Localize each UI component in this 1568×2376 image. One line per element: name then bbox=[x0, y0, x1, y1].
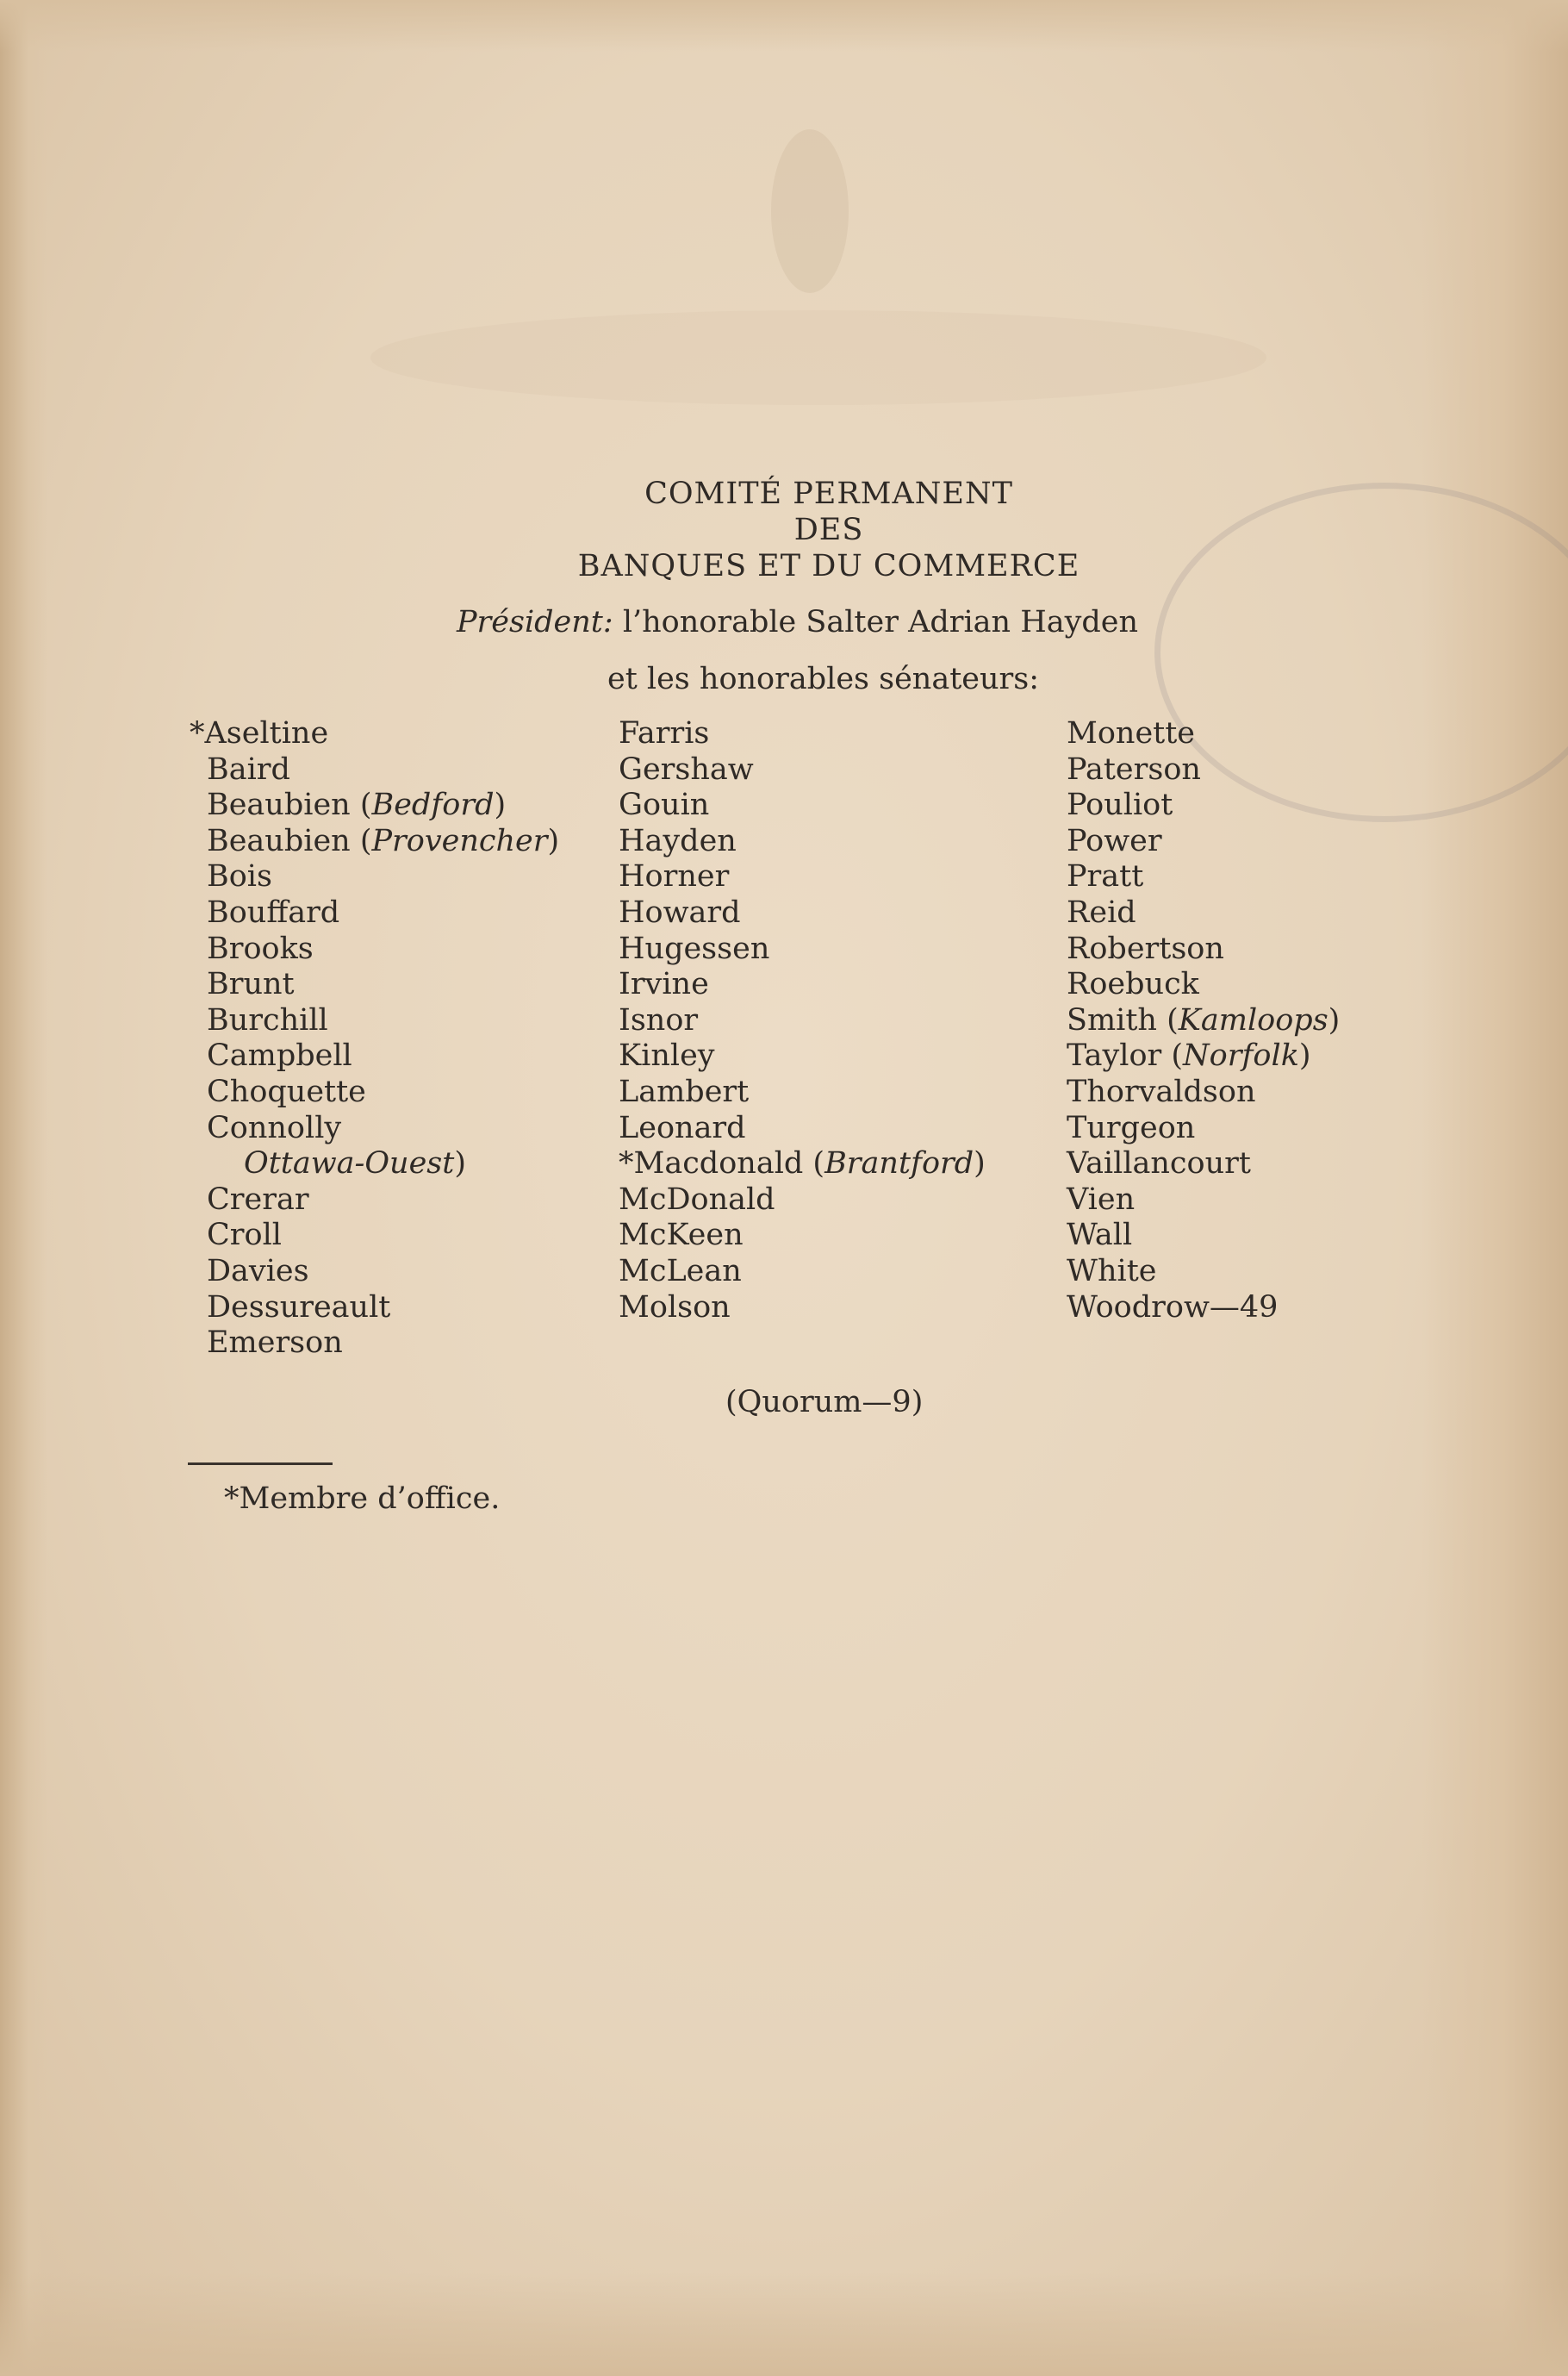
senator-name: Campbell bbox=[207, 1038, 352, 1074]
page-edge-shadow-bottom bbox=[0, 2273, 1568, 2376]
committee-title-line-2: DES bbox=[793, 513, 864, 547]
senator-entry bbox=[190, 932, 559, 968]
show-through-title bbox=[370, 310, 1266, 405]
senator-entry bbox=[619, 752, 986, 789]
senator-entry bbox=[619, 859, 986, 895]
senator-entry bbox=[619, 1003, 986, 1039]
senator-name: Vien bbox=[1067, 1182, 1136, 1217]
senator-entry bbox=[1067, 967, 1340, 1003]
senator-entry: Beaubien (Provencher) bbox=[207, 823, 560, 858]
show-through-crest bbox=[771, 129, 849, 293]
senator-name: Lambert bbox=[619, 1074, 750, 1109]
senator-entry bbox=[190, 1290, 559, 1326]
senator-entry bbox=[1067, 752, 1340, 789]
committee-title-line-1: COMITÉ PERMANENT bbox=[644, 477, 1013, 511]
senator-entry bbox=[619, 1111, 986, 1147]
footnote-rule bbox=[188, 1462, 333, 1465]
senator-entry bbox=[1067, 1146, 1340, 1182]
senator-entry bbox=[190, 1003, 559, 1039]
senator-name: Pouliot bbox=[1067, 788, 1173, 823]
senator-list-column-1 bbox=[190, 716, 559, 1362]
page-edge-shadow-top bbox=[0, 0, 1568, 52]
senator-entry bbox=[1067, 824, 1340, 860]
senator-entry bbox=[1067, 788, 1340, 824]
senator-name: Thorvaldson bbox=[1067, 1074, 1256, 1109]
senator-riding: Kamloops bbox=[1178, 1002, 1328, 1038]
senator-name: Gouin bbox=[619, 788, 710, 823]
senator-name: McLean bbox=[619, 1253, 742, 1288]
senator-name: Hugessen bbox=[619, 931, 770, 966]
senator-name: Macdonald bbox=[633, 1146, 804, 1182]
senator-name: Emerson bbox=[207, 1325, 343, 1361]
senator-name: Howard bbox=[619, 895, 741, 930]
senator-entry: Smith (Kamloops) bbox=[1067, 1002, 1341, 1038]
senator-entry: Beaubien (Bedford) bbox=[207, 788, 507, 823]
senator-name: Beaubien bbox=[207, 823, 351, 858]
senator-name: Turgeon bbox=[1067, 1110, 1196, 1145]
senator-name: McDonald bbox=[619, 1182, 775, 1217]
senator-entry bbox=[190, 1111, 559, 1147]
senator-entry bbox=[619, 932, 986, 968]
senator-riding: Brantford bbox=[824, 1146, 974, 1182]
senator-entry bbox=[619, 1038, 986, 1075]
senator-name: Power bbox=[1067, 823, 1162, 858]
senator-name: Horner bbox=[619, 859, 730, 895]
senator-entry bbox=[619, 1290, 986, 1326]
senator-entry bbox=[190, 1075, 559, 1111]
president-line bbox=[457, 603, 1138, 641]
senator-entry bbox=[190, 895, 559, 932]
senator-name: Taylor bbox=[1067, 1038, 1162, 1074]
senator-name: Robertson bbox=[1067, 931, 1224, 966]
senator-name: Dessureault bbox=[207, 1289, 391, 1325]
senator-name: Brooks bbox=[207, 931, 314, 966]
ex-officio-marker: * bbox=[190, 716, 205, 751]
senator-name: Kinley bbox=[619, 1038, 715, 1074]
senator-name: Bois bbox=[207, 859, 272, 895]
senator-entry bbox=[190, 1325, 559, 1362]
senator-entry bbox=[619, 716, 986, 752]
senator-name: Crerar bbox=[207, 1182, 309, 1217]
senator-entry bbox=[619, 788, 986, 824]
ex-officio-marker: * bbox=[619, 1146, 634, 1182]
senator-entry bbox=[190, 716, 559, 752]
senator-name: Baird bbox=[207, 751, 290, 787]
senator-entry bbox=[190, 967, 559, 1003]
footnote: *Membre d’office. bbox=[224, 1481, 501, 1516]
senator-riding-continuation: Ottawa-Ouest bbox=[244, 1146, 455, 1182]
senator-name: Roebuck bbox=[1067, 967, 1199, 1002]
senator-riding: Norfolk bbox=[1183, 1038, 1299, 1074]
senator-entry: Ottawa-Ouest) bbox=[244, 1146, 466, 1182]
senator-name: Monette bbox=[1067, 716, 1196, 751]
senator-name: Croll bbox=[207, 1218, 282, 1253]
senator-entry bbox=[1067, 932, 1340, 968]
senator-name: Reid bbox=[1067, 895, 1136, 930]
page-edge-shadow-left bbox=[0, 0, 47, 2376]
senator-riding: Bedford bbox=[371, 788, 495, 823]
senator-entry bbox=[1067, 1182, 1340, 1219]
senator-entry bbox=[1067, 1218, 1340, 1254]
senator-entry bbox=[190, 1218, 559, 1254]
senator-name: Choquette bbox=[207, 1074, 366, 1109]
senator-name: McKeen bbox=[619, 1218, 744, 1253]
senator-name: Woodrow—49 bbox=[1067, 1289, 1279, 1325]
committee-title-line-3: BANQUES ET DU COMMERCE bbox=[577, 549, 1080, 583]
senator-entry bbox=[190, 752, 559, 789]
senator-name: Connolly bbox=[207, 1110, 342, 1145]
senator-entry bbox=[619, 1254, 986, 1290]
senator-entry bbox=[619, 1075, 986, 1111]
senator-name: Beaubien bbox=[207, 788, 351, 823]
senator-name: White bbox=[1067, 1253, 1157, 1288]
senator-name: Burchill bbox=[207, 1002, 328, 1038]
senator-entry bbox=[1067, 716, 1340, 752]
senator-name: Paterson bbox=[1067, 751, 1201, 787]
senator-entry bbox=[190, 1038, 559, 1075]
senator-entry bbox=[1067, 1075, 1340, 1111]
senator-name: Irvine bbox=[619, 967, 709, 1002]
senator-entry bbox=[190, 1254, 559, 1290]
senator-name: Pratt bbox=[1067, 859, 1144, 895]
page-edge-shadow-right bbox=[1422, 0, 1568, 2376]
senator-name: Aseltine bbox=[204, 716, 329, 751]
senator-entry bbox=[190, 859, 559, 895]
senator-riding: Provencher bbox=[371, 823, 548, 858]
senator-entry bbox=[619, 967, 986, 1003]
senator-entry bbox=[190, 1182, 559, 1219]
senator-name: Gershaw bbox=[619, 751, 754, 787]
senator-entry bbox=[619, 1182, 986, 1219]
senator-name: Vaillancourt bbox=[1067, 1146, 1251, 1182]
senator-name: Brunt bbox=[207, 967, 295, 1002]
senator-entry bbox=[1067, 1290, 1340, 1326]
senators-intro: et les honorables sénateurs: bbox=[607, 662, 1040, 696]
senator-entry bbox=[619, 895, 986, 932]
senator-entry bbox=[1067, 1111, 1340, 1147]
senator-name: Davies bbox=[207, 1253, 309, 1288]
quorum-note: (Quorum—9) bbox=[725, 1385, 924, 1419]
senator-entry: Taylor (Norfolk) bbox=[1067, 1038, 1311, 1074]
senator-entry bbox=[1067, 895, 1340, 932]
senator-name: Molson bbox=[619, 1289, 731, 1325]
senator-entry: *Macdonald (Brantford) bbox=[619, 1146, 986, 1182]
senator-name: Isnor bbox=[619, 1002, 699, 1038]
senator-name: Farris bbox=[619, 716, 710, 751]
senator-entry bbox=[619, 824, 986, 860]
senator-name: Leonard bbox=[619, 1110, 746, 1145]
senator-name: Bouffard bbox=[207, 895, 340, 930]
president-label: Président: bbox=[457, 605, 613, 639]
senator-list-column-3 bbox=[1067, 716, 1340, 1325]
senator-name: Hayden bbox=[619, 823, 737, 858]
senator-name: Smith bbox=[1067, 1002, 1157, 1038]
senator-list-column-2 bbox=[619, 716, 986, 1325]
senator-entry bbox=[1067, 859, 1340, 895]
president-name: l’honorable Salter Adrian Hayden bbox=[622, 605, 1139, 639]
senator-entry bbox=[619, 1218, 986, 1254]
senator-entry bbox=[1067, 1254, 1340, 1290]
senator-name: Wall bbox=[1067, 1218, 1133, 1253]
